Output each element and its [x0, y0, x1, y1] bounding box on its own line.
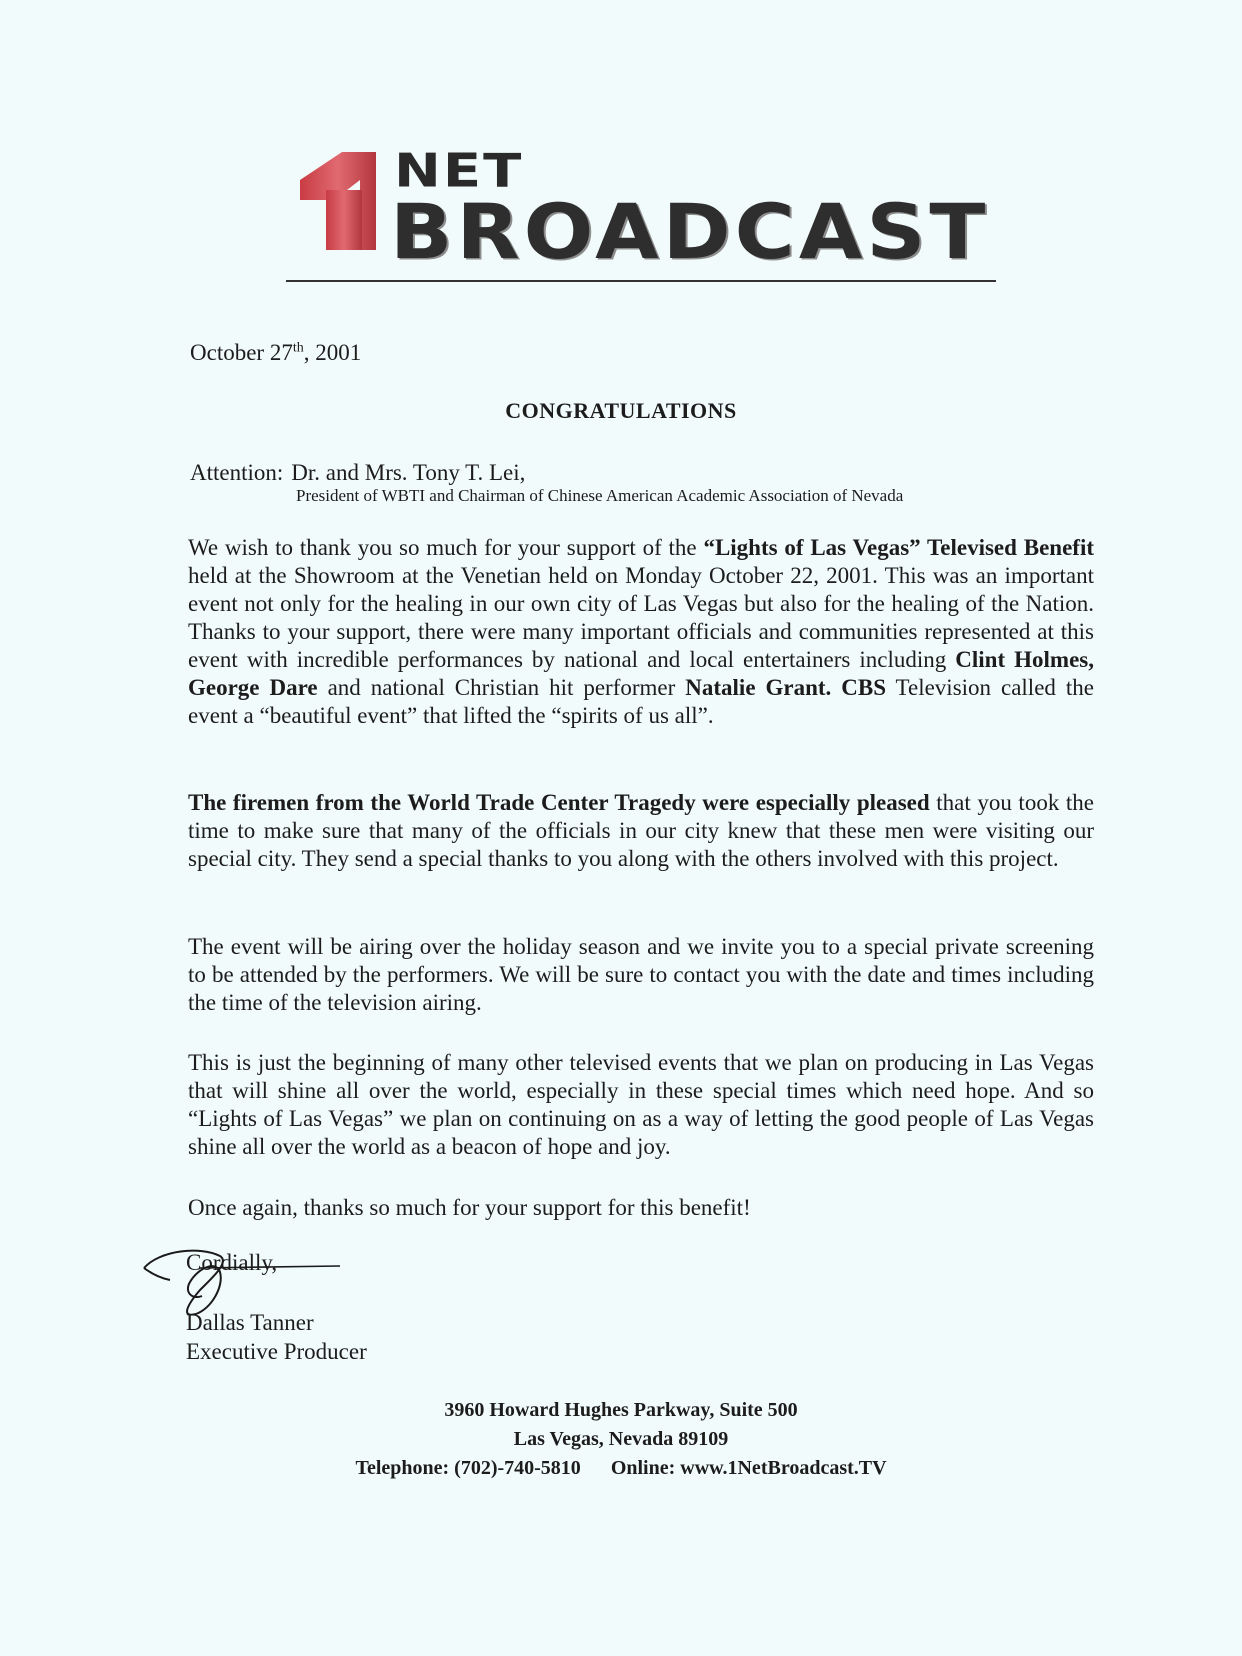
footer-address-line1: 3960 Howard Hughes Parkway, Suite 500	[444, 1399, 798, 1421]
paragraph-2: The firemen from the World Trade Center Tragedy were especially pleased that you took the time to make sure that many of the officials in our city knew that these men were visiting our special city. They send a special thanks to you along with the others involved with this project.	[188, 790, 1094, 871]
logo-broadcast-text: BROADCAST	[390, 188, 990, 277]
footer-website: Online: www.1NetBroadcast.TV	[610, 1457, 887, 1479]
paragraph-5: Once again, thanks so much for your support for this benefit!	[188, 1195, 751, 1220]
company-logo	[296, 144, 996, 285]
logo-net-text: NET	[394, 144, 524, 198]
paragraph-1: We wish to thank you so much for your support of the “Lights of Las Vegas” Televised Benefit held at the Showroom at the Venetian held on Monday October 22, 2001. This was an important event not only for the healing in our own city of Las Vegas but also for the healing of the Nation. Thanks to your support, there were many important officials and communities represented at this event with incredible performances by national and local entertainers including Clint Holmes, George Dare and national Christian hit performer Natalie Grant. CBS Television called the event a “beautiful event” that lifted the “spirits of us all”.	[188, 535, 1094, 728]
paragraph-3: The event will be airing over the holiday season and we invite you to a special private screening to be attended by the performers. We will be sure to contact you with the date and times including the time of the television airing.	[188, 934, 1094, 1015]
attention-line	[190, 460, 525, 486]
logo-number-one	[296, 150, 392, 268]
paragraph-4: This is just the beginning of many other televised events that we plan on producing in Las Vegas that will shine all over the world, especially in these special times which need hope. And so “Lights of Las Vegas” we plan on continuing on as a way of letting the good people of Las Vegas shine all over the world as a beacon of hope and joy.	[188, 1050, 1094, 1159]
signer-name: Dallas Tanner	[186, 1310, 314, 1335]
attention-name: Dr. and Mrs. Tony T. Lei,	[291, 460, 526, 485]
attention-subtitle: President of WBTI and Chairman of Chinese American Academic Association of Nevada	[296, 486, 904, 505]
footer-telephone: Telephone: (702)-740-5810	[355, 1457, 581, 1479]
signer-title: Executive Producer	[186, 1339, 367, 1364]
signer-block	[186, 1308, 367, 1366]
letter-title: CONGRATULATIONS	[505, 398, 737, 423]
footer-contact	[0, 1454, 1242, 1483]
footer-address-line2: Las Vegas, Nevada 89109	[513, 1428, 729, 1450]
closing: Cordially,	[186, 1250, 278, 1275]
footer-address	[0, 1396, 1242, 1483]
header-rule	[286, 280, 996, 282]
attention-label: Attention:	[190, 460, 284, 485]
letter-date: October 27th, 2001	[190, 340, 362, 365]
